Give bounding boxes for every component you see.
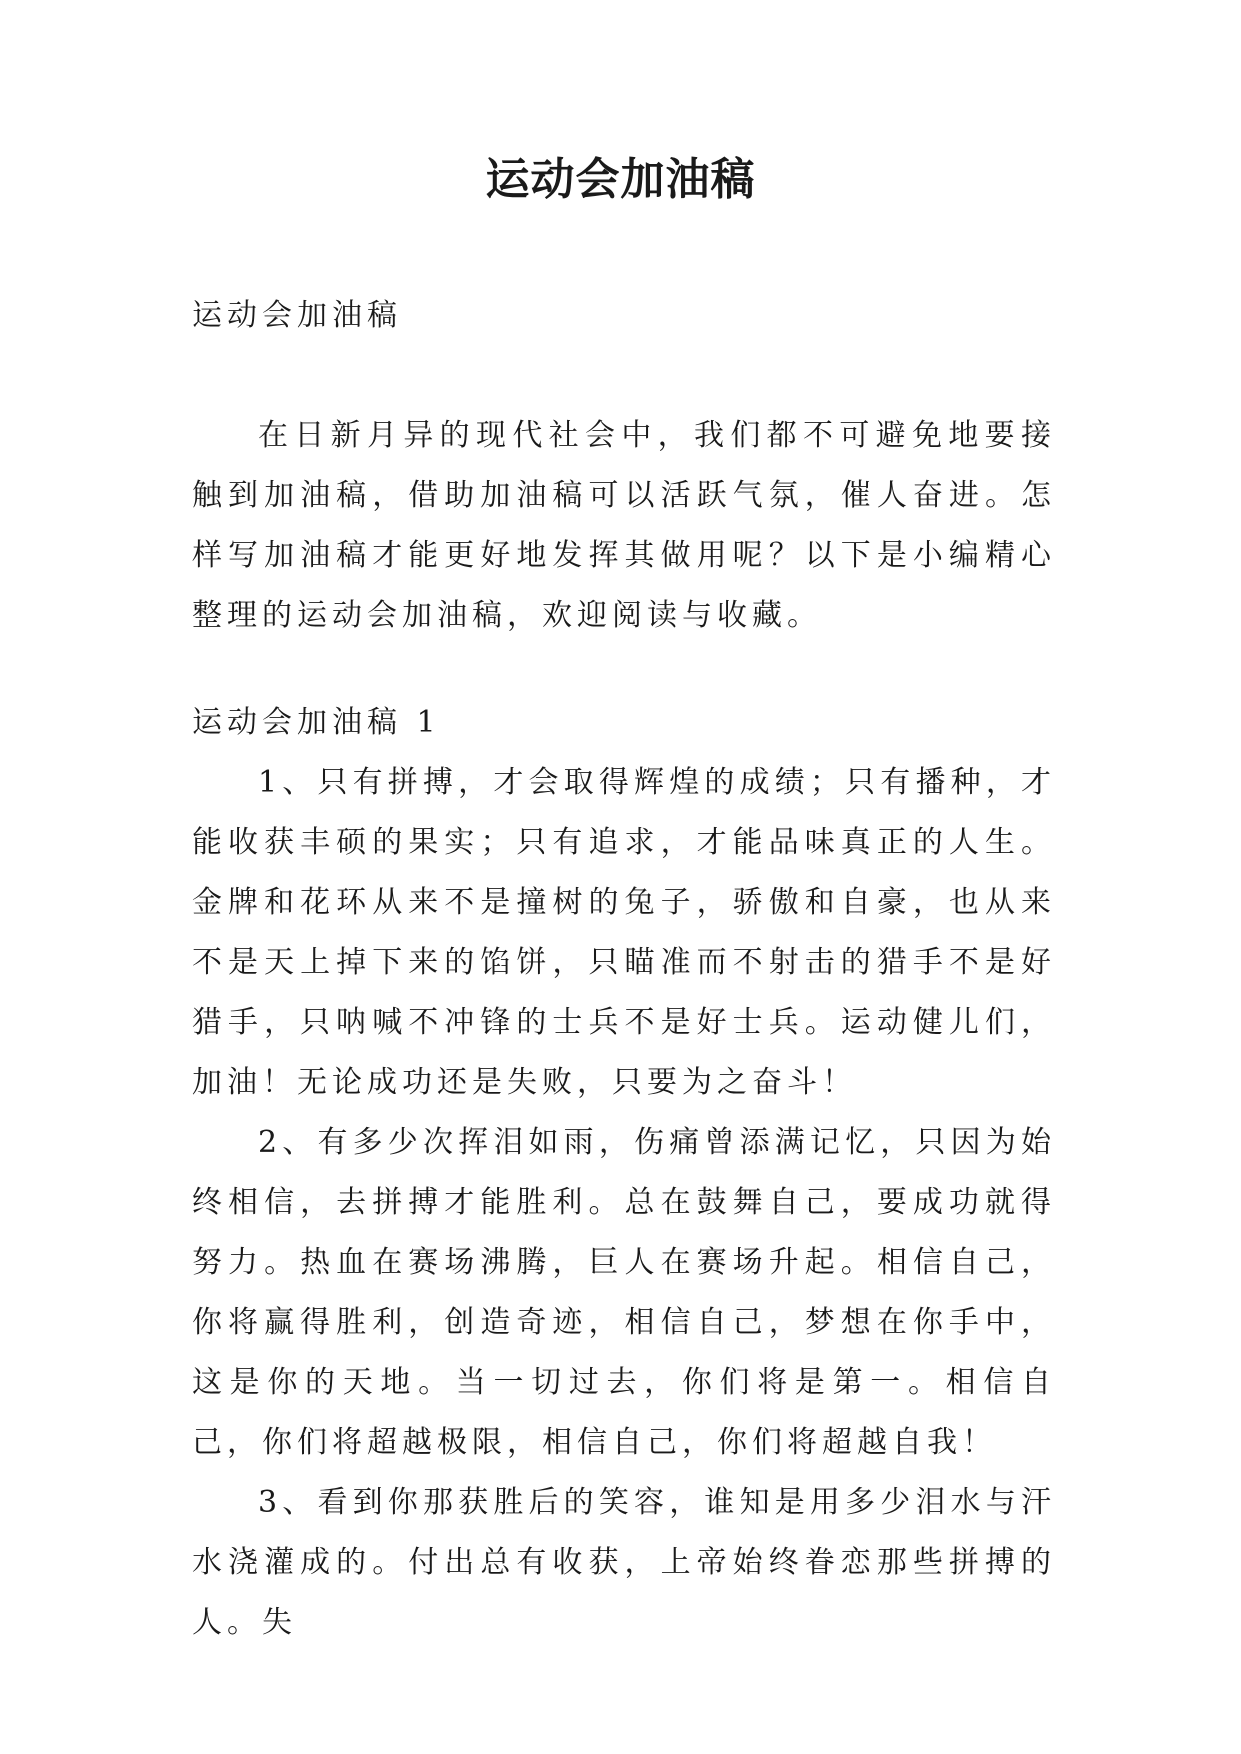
cheer-item-3: 3、看到你那获胜后的笑容，谁知是用多少泪水与汗水浇灌成的。付出总有收获，上帝始终眷恋那些拼搏的人。失	[192, 1485, 1056, 1640]
section-heading: 运动会加油稿 1	[192, 705, 441, 740]
cheer-item-2: 2、有多少次挥泪如雨，伤痛曾添满记忆，只因为始终相信，去拼搏才能胜利。总在鼓舞自己，要成功就得努力。热血在赛场沸腾，巨人在赛场升起。相信自己，你将赢得胜利，创造奇迹，相信自己，梦想在你手中，这是你的天地。当一切过去，你们将是第一。相信自己，你们将超越极限，相信自己，你们将超越自我！	[192, 1125, 1056, 1460]
document-subtitle: 运动会加油稿	[192, 298, 402, 333]
cheer-item-1: 1、只有拼搏，才会取得辉煌的成绩；只有播种，才能收获丰硕的果实；只有追求，才能品味真正的人生。金牌和花环从来不是撞树的兔子，骄傲和自豪，也从来不是天上掉下来的馅饼，只瞄准而不射击的猎手不是好猎手，只呐喊不冲锋的士兵不是好士兵。运动健儿们，加油！无论成功还是失败，只要为之奋斗！	[192, 765, 1056, 1100]
document-title: 运动会加油稿	[485, 154, 756, 205]
intro-paragraph: 在日新月异的现代社会中，我们都不可避免地要接触到加油稿，借助加油稿可以活跃气氛，催人奋进。怎样写加油稿才能更好地发挥其做用呢？以下是小编精心整理的运动会加油稿，欢迎阅读与收藏。	[192, 418, 1056, 633]
